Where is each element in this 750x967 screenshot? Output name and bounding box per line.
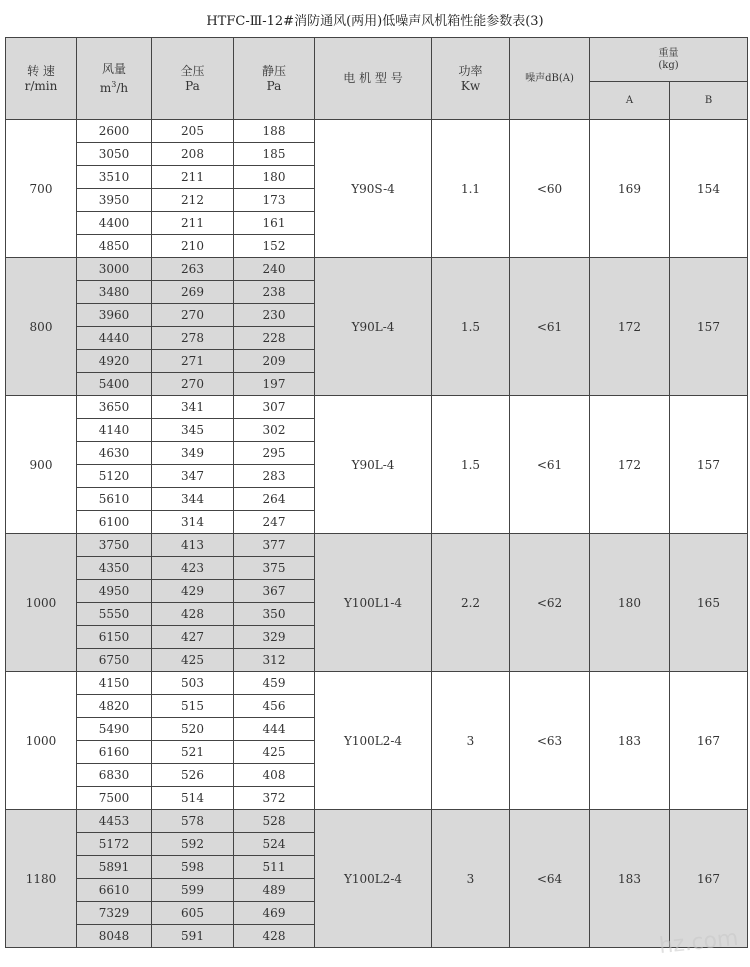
static-pressure-cell: 375 [234,557,315,580]
motor-cell: Y100L2-4 [315,672,432,810]
table-row [6,258,748,281]
flow-cell: 4140 [77,419,152,442]
motor-cell: Y90S-4 [315,120,432,258]
power-cell: 3 [432,672,510,810]
total-pressure-cell: 205 [152,120,234,143]
flow-cell: 6830 [77,764,152,787]
weight-a-cell: 172 [590,396,670,534]
flow-cell: 4150 [77,672,152,695]
header-speed: 转 速 r/min [6,38,77,120]
static-pressure-cell: 302 [234,419,315,442]
header-static-pressure: 静压 Pa [234,38,315,120]
flow-cell: 5400 [77,373,152,396]
total-pressure-cell: 591 [152,925,234,948]
header-power: 功率 Kw [432,38,510,120]
power-cell: 2.2 [432,534,510,672]
total-pressure-cell: 578 [152,810,234,833]
flow-cell: 2600 [77,120,152,143]
flow-cell: 4440 [77,327,152,350]
noise-cell: <61 [510,258,590,396]
table-row [6,672,748,695]
table-row [6,396,748,419]
flow-cell: 4350 [77,557,152,580]
static-pressure-cell: 444 [234,718,315,741]
static-pressure-cell: 188 [234,120,315,143]
flow-cell: 7329 [77,902,152,925]
static-pressure-cell: 228 [234,327,315,350]
header-flow: 风量 $m^3/h$ [77,38,152,120]
flow-cell: 3650 [77,396,152,419]
static-pressure-cell: 469 [234,902,315,925]
flow-cell: 4920 [77,350,152,373]
total-pressure-cell: 521 [152,741,234,764]
weight-b-cell: 157 [670,258,748,396]
motor-cell: Y100L2-4 [315,810,432,948]
motor-cell: Y100L1-4 [315,534,432,672]
static-pressure-cell: 408 [234,764,315,787]
static-pressure-cell: 307 [234,396,315,419]
speed-cell: 900 [6,396,77,534]
flow-cell: 5172 [77,833,152,856]
speed-cell: 1000 [6,534,77,672]
static-pressure-cell: 238 [234,281,315,304]
static-pressure-cell: 197 [234,373,315,396]
watermark: hz.com [657,925,740,960]
noise-cell: <64 [510,810,590,948]
total-pressure-cell: 425 [152,649,234,672]
power-cell: 1.5 [432,396,510,534]
total-pressure-cell: 423 [152,557,234,580]
flow-cell: 4820 [77,695,152,718]
static-pressure-cell: 372 [234,787,315,810]
flow-cell: 3050 [77,143,152,166]
total-pressure-cell: 503 [152,672,234,695]
total-pressure-cell: 344 [152,488,234,511]
weight-b-cell: 167 [670,810,748,948]
weight-a-cell: 183 [590,672,670,810]
total-pressure-cell: 263 [152,258,234,281]
weight-b-cell: 165 [670,534,748,672]
total-pressure-cell: 341 [152,396,234,419]
total-pressure-cell: 314 [152,511,234,534]
total-pressure-cell: 599 [152,879,234,902]
noise-cell: <60 [510,120,590,258]
static-pressure-cell: 367 [234,580,315,603]
total-pressure-cell: 592 [152,833,234,856]
total-pressure-cell: 429 [152,580,234,603]
total-pressure-cell: 270 [152,373,234,396]
flow-cell: 5120 [77,465,152,488]
noise-cell: <61 [510,396,590,534]
flow-cell: 6610 [77,879,152,902]
static-pressure-cell: 428 [234,925,315,948]
flow-cell: 5610 [77,488,152,511]
total-pressure-cell: 210 [152,235,234,258]
total-pressure-cell: 345 [152,419,234,442]
flow-cell: 3480 [77,281,152,304]
header-weight-b: B [670,82,748,120]
total-pressure-cell: 269 [152,281,234,304]
weight-a-cell: 183 [590,810,670,948]
total-pressure-cell: 428 [152,603,234,626]
power-cell: 3 [432,810,510,948]
flow-cell: 3750 [77,534,152,557]
static-pressure-cell: 185 [234,143,315,166]
weight-a-cell: 169 [590,120,670,258]
table-row [6,120,748,143]
flow-cell: 3510 [77,166,152,189]
total-pressure-cell: 427 [152,626,234,649]
power-cell: 1.5 [432,258,510,396]
speed-cell: 800 [6,258,77,396]
speed-cell: 1180 [6,810,77,948]
static-pressure-cell: 230 [234,304,315,327]
static-pressure-cell: 264 [234,488,315,511]
flow-cell: 7500 [77,787,152,810]
static-pressure-cell: 312 [234,649,315,672]
total-pressure-cell: 271 [152,350,234,373]
header-noise: 噪声dB(A) [510,38,590,120]
flow-cell: 3000 [77,258,152,281]
static-pressure-cell: 511 [234,856,315,879]
static-pressure-cell: 247 [234,511,315,534]
header-weight-a: A [590,82,670,120]
total-pressure-cell: 514 [152,787,234,810]
total-pressure-cell: 598 [152,856,234,879]
static-pressure-cell: 240 [234,258,315,281]
table-row [6,810,748,833]
flow-cell: 5550 [77,603,152,626]
total-pressure-cell: 413 [152,534,234,557]
total-pressure-cell: 520 [152,718,234,741]
flow-cell: 3950 [77,189,152,212]
static-pressure-cell: 350 [234,603,315,626]
flow-cell: 6100 [77,511,152,534]
static-pressure-cell: 489 [234,879,315,902]
static-pressure-cell: 329 [234,626,315,649]
header-weight: 重量 (kg) [590,38,748,82]
flow-cell: 6750 [77,649,152,672]
table-title: HTFC-Ⅲ-12#消防通风(两用)低噪声风机箱性能参数表(3) [206,14,544,29]
total-pressure-cell: 270 [152,304,234,327]
static-pressure-cell: 459 [234,672,315,695]
flow-cell: 5490 [77,718,152,741]
static-pressure-cell: 456 [234,695,315,718]
total-pressure-cell: 526 [152,764,234,787]
static-pressure-cell: 173 [234,189,315,212]
static-pressure-cell: 425 [234,741,315,764]
total-pressure-cell: 605 [152,902,234,925]
noise-cell: <63 [510,672,590,810]
performance-table [5,37,748,948]
total-pressure-cell: 208 [152,143,234,166]
weight-a-cell: 180 [590,534,670,672]
weight-b-cell: 154 [670,120,748,258]
weight-a-cell: 172 [590,258,670,396]
table-body [6,120,748,948]
total-pressure-cell: 515 [152,695,234,718]
motor-cell: Y90L-4 [315,396,432,534]
static-pressure-cell: 295 [234,442,315,465]
flow-cell: 4630 [77,442,152,465]
motor-cell: Y90L-4 [315,258,432,396]
table-row [6,534,748,557]
flow-cell: 8048 [77,925,152,948]
flow-cell: 6150 [77,626,152,649]
flow-cell: 4400 [77,212,152,235]
flow-cell: 6160 [77,741,152,764]
weight-b-cell: 157 [670,396,748,534]
speed-cell: 700 [6,120,77,258]
static-pressure-cell: 152 [234,235,315,258]
flow-cell: 4950 [77,580,152,603]
total-pressure-cell: 349 [152,442,234,465]
header-motor: 电 机 型 号 [315,38,432,120]
power-cell: 1.1 [432,120,510,258]
flow-cell: 5891 [77,856,152,879]
total-pressure-cell: 211 [152,212,234,235]
total-pressure-cell: 278 [152,327,234,350]
static-pressure-cell: 180 [234,166,315,189]
speed-cell: 1000 [6,672,77,810]
static-pressure-cell: 283 [234,465,315,488]
static-pressure-cell: 377 [234,534,315,557]
weight-b-cell: 167 [670,672,748,810]
flow-cell: 4850 [77,235,152,258]
static-pressure-cell: 209 [234,350,315,373]
flow-cell: 3960 [77,304,152,327]
static-pressure-cell: 524 [234,833,315,856]
total-pressure-cell: 211 [152,166,234,189]
static-pressure-cell: 528 [234,810,315,833]
header-total-pressure: 全压 Pa [152,38,234,120]
flow-cell: 4453 [77,810,152,833]
static-pressure-cell: 161 [234,212,315,235]
total-pressure-cell: 212 [152,189,234,212]
noise-cell: <62 [510,534,590,672]
total-pressure-cell: 347 [152,465,234,488]
